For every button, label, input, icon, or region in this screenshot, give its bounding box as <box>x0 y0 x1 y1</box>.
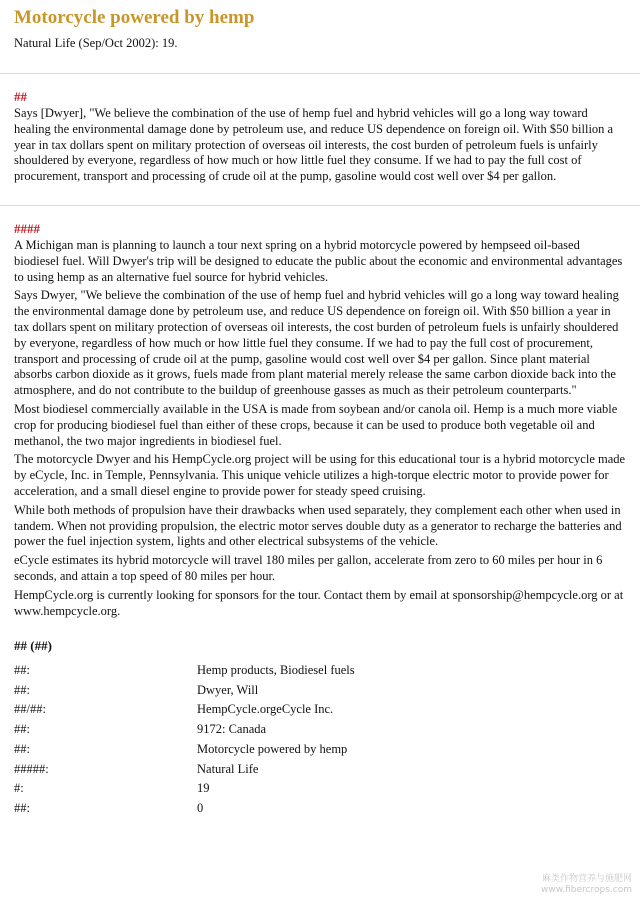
metadata-value: Motorcycle powered by hemp <box>197 741 348 756</box>
metadata-key: ##/##: <box>14 702 46 717</box>
metadata-value: 0 <box>197 801 204 816</box>
fulltext-paragraph: eCycle estimates its hybrid motorcycle will travel 180 miles per gallon, accelerate from zero to 60 miles per hour in 6 seconds, and attain a top speed of 80 miles per hour. <box>14 553 603 583</box>
metadata-key: #####: <box>14 761 49 776</box>
metadata-row <box>14 799 626 819</box>
metadata-table <box>14 660 626 818</box>
divider <box>0 73 640 74</box>
article-citation: Natural Life (Sep/Oct 2002): 19. <box>14 36 178 50</box>
metadata-row <box>14 680 626 700</box>
metadata-row <box>14 759 626 779</box>
fulltext-section <box>14 221 626 619</box>
fulltext-paragraph: The motorcycle Dwyer and his HempCycle.org project will be using for this educational tour is a hybrid motorcycle made by eCycle, Inc. in Temple, Pennsylvania. This unique vehicle utilizes a high-torque electric motor to provide power for acceleration, and a small diesel engine to provide power for steady speed cruising. <box>14 452 626 498</box>
metadata-value: 9172: Canada <box>197 722 267 737</box>
fulltext-paragraph: HempCycle.org is currently looking for sponsors for the tour. Contact them by email at sponsorship@hempcycle.org or at www.hempcycle.org. <box>14 587 624 618</box>
metadata-value: Natural Life <box>197 761 259 776</box>
watermark-line: www.fibercrops.com <box>541 885 632 895</box>
metadata-value: Hemp products, Biodiesel fuels <box>197 662 355 677</box>
metadata-value: 19 <box>197 781 210 796</box>
metadata-key: ##: <box>14 741 30 756</box>
abstract-section <box>14 89 626 185</box>
divider <box>0 205 640 206</box>
fulltext-paragraph: Says Dwyer, "We believe the combination of the use of hemp fuel and hybrid vehicles will go a long way toward healing the environmental damage done by petroleum use, and reduce US dependence on foreign oil. With $50 billion a year in tax dollars spent on military protection of overseas oil interests, the cost burden of petroleum fuels is unfairly shouldered by everyone, regardless of how much or how little fuel they consume. If we had to pay the full cost of procurement, transport and processing of crude oil at the pump, gasoline would cost well over $4 per gallon. Since plant material absorbs carbon dioxide as it grows, fuels made from plant material merely release the same carbon dioxide back into the atmosphere, and do not contribute to the buildup of greenhouse gasses as much as their petroleum counterparts." <box>14 288 619 398</box>
metadata-key: ##: <box>14 682 30 697</box>
fulltext-heading: #### <box>14 220 40 236</box>
article-title: Motorcycle powered by hemp <box>14 7 255 28</box>
watermark-line: 麻类作物营养与施肥网 <box>541 874 632 884</box>
site-watermark <box>541 874 632 896</box>
metadata-heading: ## (##) <box>14 638 52 654</box>
abstract-heading: ## <box>14 89 27 104</box>
metadata-section <box>14 637 626 818</box>
metadata-row <box>14 720 626 740</box>
metadata-key: ##: <box>14 801 30 816</box>
fulltext-paragraph: Most biodiesel commercially available in the USA is made from soybean and/or canola oil. Hemp is a much more viable crop for producing biodiesel fuel than either of these crops, because it can be used to produce both vegetable oil and methanol, the two major ingredients in biodiesel fuel. <box>14 401 618 448</box>
fulltext-paragraph: A Michigan man is planning to launch a tour next spring on a hybrid motorcycle powered by hempseed oil-based biodiesel fuel. Will Dwyer's trip will be designed to educate the public about the economic and environmental advantages to using hemp as an alternative fuel source for hybrid vehicles. <box>14 237 623 284</box>
metadata-value: Dwyer, Will <box>197 682 259 697</box>
metadata-key: ##: <box>14 722 30 737</box>
metadata-row <box>14 660 626 680</box>
metadata-key: #: <box>14 781 24 796</box>
fulltext-paragraph: While both methods of propulsion have their drawbacks when used separately, they complement each other when used in tandem. When not providing propulsion, the electric motor serves double duty as a generator to recharge the batteries and power the fuel injection system, lights and other electrical subsystems of the vehicle. <box>14 502 622 549</box>
metadata-row <box>14 779 626 799</box>
abstract-paragraph: Says [Dwyer], "We believe the combination of the use of hemp fuel and hybrid vehicles will go a long way toward healing the environmental damage done by petroleum use, and reduce US dependence on foreign oil. With $50 billion a year in tax dollars spent on military protection of overseas oil interests, the cost burden of petroleum fuels is unfairly shouldered by everyone, regardless of how much or how little fuel they consume. If we had to pay the full cost of procurement, transport and processing of crude oil at the pump, gasoline would cost well over $4 per gallon. <box>14 106 614 184</box>
metadata-row <box>14 700 626 720</box>
metadata-value: HempCycle.orgeCycle Inc. <box>197 702 334 717</box>
metadata-key: ##: <box>14 662 30 677</box>
metadata-row <box>14 740 626 760</box>
